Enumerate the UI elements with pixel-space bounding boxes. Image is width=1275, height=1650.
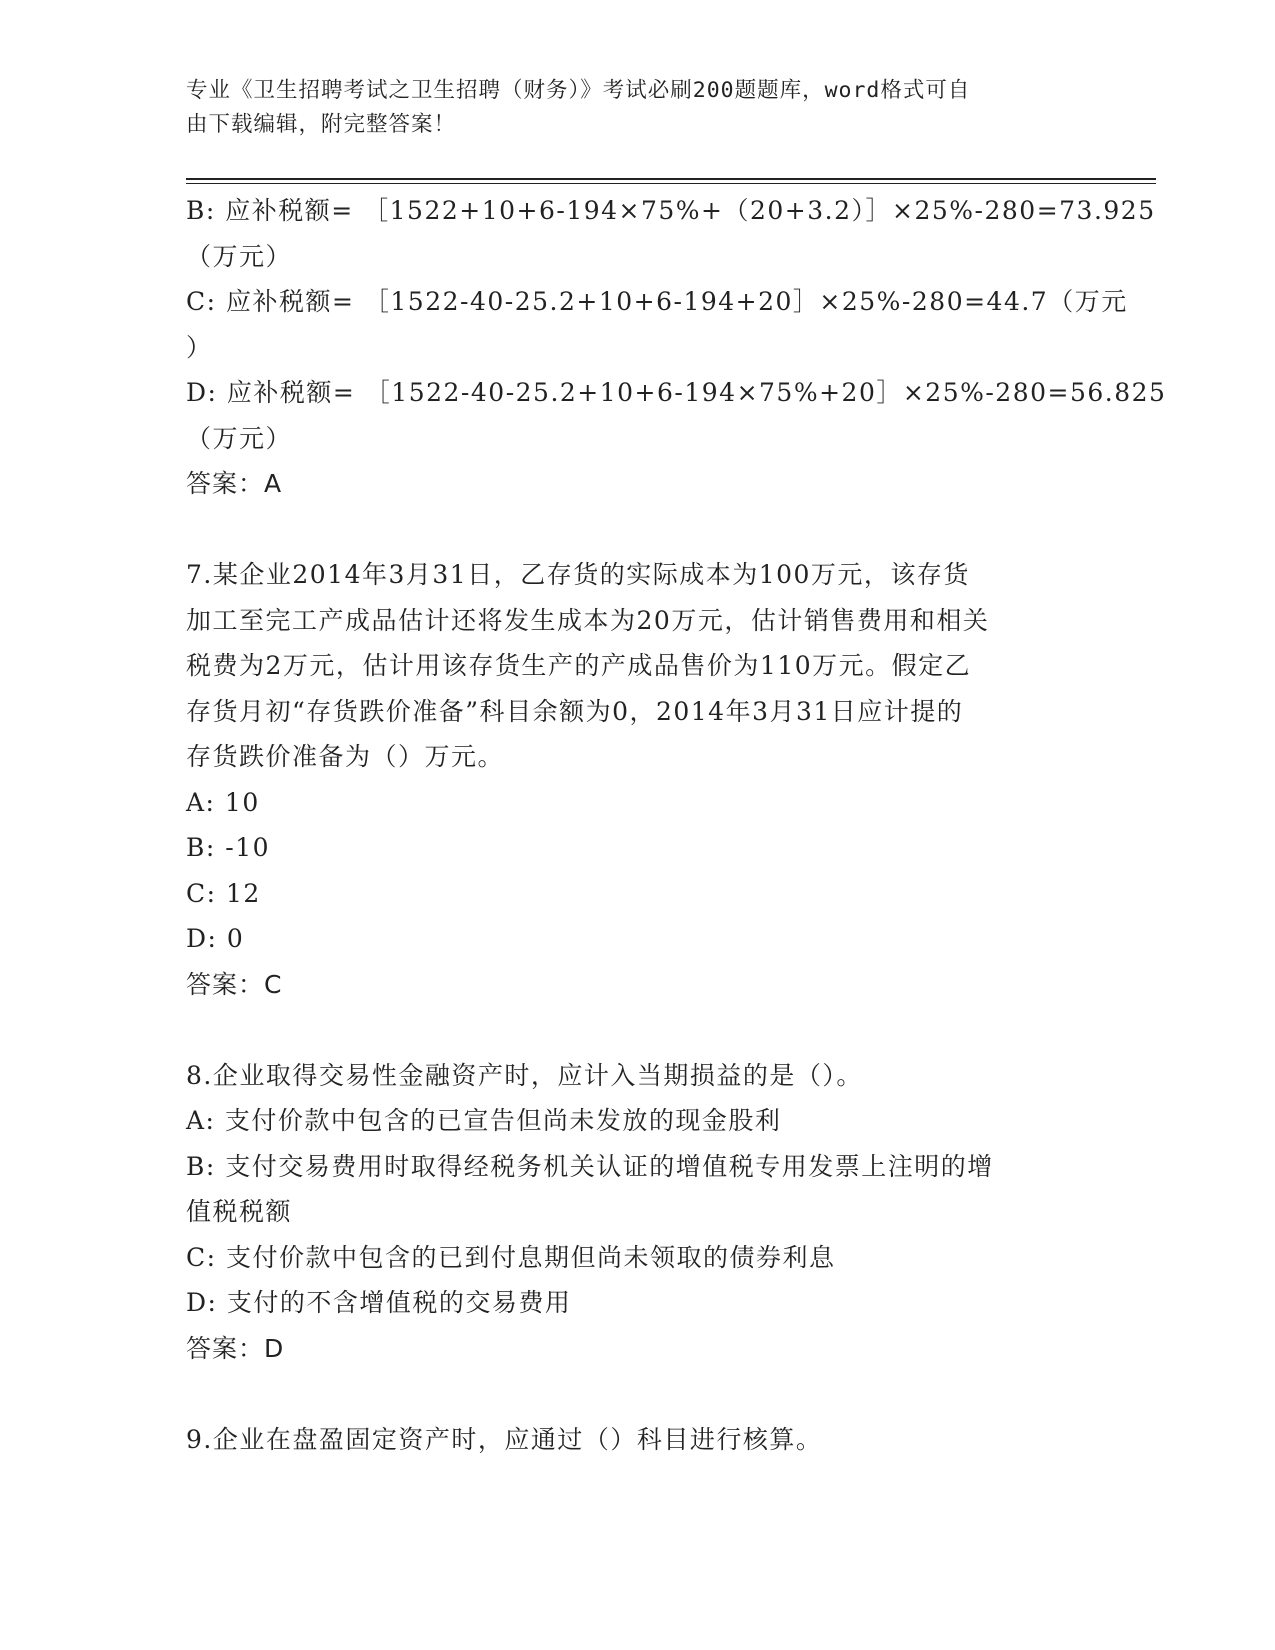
header-line-2: 由下载编辑，附完整答案！ (186, 112, 457, 137)
q7-stem-line-2: 加工至完工产成品估计还将发生成本为20万元，估计销售费用和相关 (186, 605, 990, 635)
q8-option-c: C: 支付价款中包含的已到付息期但尚未领取的债券利息 (186, 1242, 836, 1272)
question-8 (186, 1053, 1086, 1372)
q6-option-c-line-1: C: 应补税额= ［1522-40-25.2+10+6-194+20］×25%-280=44.7（万元 (186, 287, 1128, 316)
q7-stem-line-4: 存货月初“存货跌价准备”科目余额为0，2014年3月31日应计提的 (186, 696, 964, 726)
q9-stem: 9.企业在盘盈固定资产时，应通过（）科目进行核算。 (186, 1424, 823, 1454)
q8-option-a: A: 支付价款中包含的已宣告但尚未发放的现金股利 (186, 1106, 782, 1135)
q6-option-b-line-1: B: 应补税额= ［1522+10+6-194×75%+（20+3.2）］×25%-280=73.925 (186, 196, 1156, 225)
question-9 (186, 1417, 1086, 1463)
spacer (186, 1007, 1086, 1053)
q8-option-b-line-2: 值税税额 (186, 1197, 293, 1226)
q6-option-d-line-1: D: 应补税额= ［1522-40-25.2+10+6-194×75%+20］×25%-280=56.825 (186, 378, 1167, 407)
header-divider-thick (186, 178, 1156, 180)
spacer (186, 1371, 1086, 1417)
q7-option-d: D: 0 (186, 924, 245, 953)
q7-option-c: C: 12 (186, 878, 261, 908)
q7-stem-line-1: 7.某企业2014年3月31日，乙存货的实际成本为100万元，该存货 (186, 560, 970, 589)
question-6 (186, 188, 1167, 507)
question-7 (186, 552, 1086, 1007)
q7-option-a: A: 10 (186, 787, 260, 817)
header-divider-thin (186, 183, 1156, 184)
q6-option-b-line-2: （万元） (186, 241, 293, 271)
document-header (186, 74, 1066, 142)
q8-stem: 8.企业取得交易性金融资产时，应计入当期损益的是（）。 (186, 1060, 863, 1090)
q8-option-b-line-1: B: 支付交易费用时取得经税务机关认证的增值税专用发票上注明的增 (186, 1151, 994, 1181)
q6-option-c-line-2: ） (186, 332, 213, 362)
q8-option-d: D: 支付的不含增值税的交易费用 (186, 1288, 572, 1317)
q7-answer: 答案：C (186, 969, 283, 999)
q6-answer: 答案：A (186, 469, 283, 498)
header-line-1: 专业《卫生招聘考试之卫生招聘（财务）》考试必刷200题题库，word格式可自 (186, 78, 971, 103)
q7-option-b: B: -10 (186, 833, 270, 862)
q7-stem-line-3: 税费为2万元，估计用该存货生产的产成品售价为110万元。假定乙 (186, 651, 972, 680)
q7-stem-line-5: 存货跌价准备为（）万元。 (186, 742, 505, 771)
document-body (186, 188, 1167, 1462)
q6-option-d-line-2: （万元） (186, 423, 293, 453)
spacer (186, 507, 1086, 553)
q8-answer: 答案：D (186, 1333, 285, 1363)
